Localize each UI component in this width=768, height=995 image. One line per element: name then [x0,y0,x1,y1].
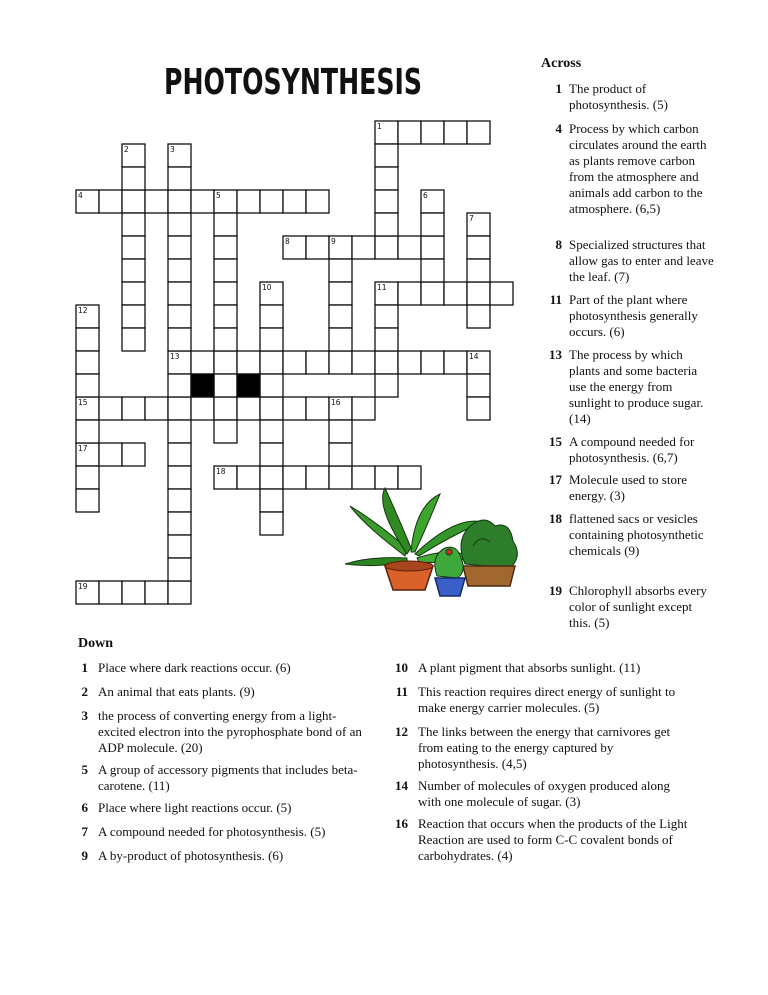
grid-cell[interactable] [122,581,145,604]
grid-cell[interactable] [375,167,398,190]
grid-cell[interactable] [283,190,306,213]
grid-cell[interactable] [214,420,237,443]
grid-number: 18 [216,467,226,476]
grid-cell[interactable] [329,328,352,351]
clue-text: Place where dark reactions occur. (6) [98,660,291,675]
grid-cell[interactable] [214,305,237,328]
clue-number: 11 [395,684,408,699]
bush-plant [461,520,517,568]
grid-cell[interactable] [375,144,398,167]
clue-number: 12 [395,724,408,739]
grid-cell[interactable] [375,351,398,374]
grid-number: 4 [78,191,83,200]
grid-number: 5 [216,191,221,200]
potted-plants-illustration [345,486,525,606]
grid-cell[interactable] [444,351,467,374]
grid-cell[interactable] [421,259,444,282]
grid-cell[interactable] [145,190,168,213]
clue-number: 18 [549,511,562,526]
clue-number: 2 [81,684,88,699]
clue-number: 7 [81,824,88,839]
grid-cell[interactable] [122,282,145,305]
clue-number: 1 [81,660,88,675]
grid-number: 14 [469,352,479,361]
grid-cell[interactable] [122,167,145,190]
puzzle-title-text: PHOTOSYNTHESIS [164,62,422,103]
grid-cell[interactable] [99,397,122,420]
grid-cell[interactable] [283,351,306,374]
grid-number: 1 [377,122,382,131]
grid-cell[interactable] [283,397,306,420]
grid-number: 10 [262,283,272,292]
grid-cell[interactable] [99,581,122,604]
clue-number: 15 [549,434,562,449]
grid-cell[interactable] [467,236,490,259]
grid-cell[interactable] [306,190,329,213]
grid-cell[interactable] [214,374,237,397]
clue-text: Part of the plant where photosynthesis generally occurs. (6) [569,292,698,339]
clue-text: Place where light reactions occur. (5) [98,800,292,815]
clue-number: 8 [555,237,562,252]
clue-text: This reaction requires direct energy of sunlight to make energy carrier molecules. (5) [418,684,676,715]
grid-cell[interactable] [375,374,398,397]
grid-cell[interactable] [237,190,260,213]
grid-cell[interactable] [122,236,145,259]
grid-cell[interactable] [467,305,490,328]
grid-cell[interactable] [168,489,191,512]
grid-cell[interactable] [214,351,237,374]
grid-cell[interactable] [76,328,99,351]
clue-number: 5 [81,762,88,777]
grid-cell[interactable] [76,489,99,512]
grid-cell[interactable] [375,190,398,213]
clue-text: Process by which carbon circulates around the earth as plants remove carbon from the atmosphere and animals add carbon to the atmosphere. (6,5) [569,121,707,216]
clue-number: 9 [81,848,88,863]
brown-pot [463,566,515,586]
grid-cell[interactable] [122,397,145,420]
grid-cell[interactable] [444,121,467,144]
grid-cell[interactable] [168,512,191,535]
grid-number: 17 [78,444,88,453]
grid-cell[interactable] [168,581,191,604]
grid-cell[interactable] [168,328,191,351]
grid-cell[interactable] [237,351,260,374]
grid-cell[interactable] [398,236,421,259]
grid-cell[interactable] [214,259,237,282]
grid-number: 2 [124,145,129,154]
clue-number: 11 [549,292,562,307]
grid-cell[interactable] [76,351,99,374]
grid-cell[interactable] [168,443,191,466]
grid-cell[interactable] [168,305,191,328]
grid-cell[interactable] [260,512,283,535]
grid-cell[interactable] [122,259,145,282]
clue-text: Reaction that occurs when the products of the Light Reaction are used to form C-C covalent bonds of carbohydrates. (4) [418,816,688,863]
grid-cell[interactable] [168,167,191,190]
clue-text: The product of photosynthesis. (5) [569,81,668,112]
grid-cell[interactable] [329,259,352,282]
grid-number: 13 [170,352,180,361]
clue-number: 10 [395,660,408,675]
clue-text: Chlorophyll absorbs every color of sunlight except this. (5) [569,583,707,630]
clue-text: the process of converting energy from a light-excited electron into the pyrophosphate bond of an ADP molecule. (20) [98,708,362,755]
grid-cell[interactable] [329,305,352,328]
grid-cell[interactable] [329,420,352,443]
grid-cell[interactable] [260,190,283,213]
clue-number: 14 [395,778,408,793]
clue-text: The links between the energy that carnivores get from eating to the energy captured by photosynthesis. (4,5) [418,724,671,771]
grid-cell[interactable] [352,351,375,374]
grid-cell[interactable] [76,420,99,443]
clue-text: An animal that eats plants. (9) [98,684,255,699]
grid-number: 8 [285,237,290,246]
grid-cell[interactable] [467,374,490,397]
grid-cell[interactable] [283,466,306,489]
grid-cell[interactable] [237,466,260,489]
grid-cell[interactable] [191,397,214,420]
grid-cell[interactable] [168,236,191,259]
grid-cell[interactable] [421,213,444,236]
clue-text: flattened sacs or vesicles containing photosynthetic chemicals (9) [569,511,704,558]
grid-cell[interactable] [306,397,329,420]
clue-text: A compound needed for photosynthesis. (5) [98,824,326,839]
grid-cell[interactable] [467,121,490,144]
grid-cell[interactable] [260,397,283,420]
clue-number: 16 [395,816,408,831]
grid-cell[interactable] [260,420,283,443]
grid-cell[interactable] [260,351,283,374]
grid-cell[interactable] [99,190,122,213]
grid-cell[interactable] [260,305,283,328]
grid-cell[interactable] [214,397,237,420]
clue-text: A plant pigment that absorbs sunlight. (11) [418,660,641,675]
grid-cell[interactable] [168,558,191,581]
grid-cell[interactable] [329,282,352,305]
grid-cell[interactable] [168,259,191,282]
grid-cell[interactable] [214,282,237,305]
blue-pot [435,578,465,596]
grid-cell[interactable] [122,190,145,213]
grid-cell[interactable] [260,443,283,466]
grid-cell[interactable] [260,489,283,512]
grid-cell[interactable] [214,236,237,259]
grid-cell[interactable] [260,374,283,397]
grid-number: 3 [170,145,175,154]
grid-cell[interactable] [168,213,191,236]
grid-cell[interactable] [421,282,444,305]
grid-cell[interactable] [214,213,237,236]
grid-cell[interactable] [467,259,490,282]
grid-cell[interactable] [214,328,237,351]
grid-cell[interactable] [168,420,191,443]
grid-cell[interactable] [444,282,467,305]
grid-cell[interactable] [122,213,145,236]
clue-text: A group of accessory pigments that includes beta-carotene. (11) [98,762,358,793]
grid-block-cell [191,374,214,397]
grid-cell[interactable] [168,397,191,420]
clue-number: 17 [549,472,562,487]
small-plant [435,547,463,578]
clue-text: A by-product of photosynthesis. (6) [98,848,284,863]
clue-text: The process by which plants and some bacteria use the energy from sunlight to produce sugar. (14) [569,347,704,426]
grid-number: 9 [331,237,336,246]
clue-number: 6 [81,800,88,815]
grid-cell[interactable] [76,374,99,397]
grid-cell[interactable] [398,121,421,144]
clue-number: 1 [555,81,562,96]
grid-cell[interactable] [352,236,375,259]
clue-text: Number of molecules of oxygen produced along with one molecule of sugar. (3) [418,778,670,809]
grid-cell[interactable] [375,305,398,328]
grid-block-cell [237,374,260,397]
grid-cell[interactable] [168,374,191,397]
grid-cell[interactable] [467,397,490,420]
clue-number: 4 [555,121,562,136]
grid-cell[interactable] [260,466,283,489]
grid-cell[interactable] [122,305,145,328]
grid-cell[interactable] [375,213,398,236]
grid-cell[interactable] [421,351,444,374]
grid-cell[interactable] [260,328,283,351]
down-heading: Down [78,636,114,651]
grid-cell[interactable] [145,397,168,420]
grid-cell[interactable] [398,351,421,374]
grid-number: 16 [331,398,341,407]
grid-cell[interactable] [467,282,490,305]
grid-cell[interactable] [375,236,398,259]
grid-number: 6 [423,191,428,200]
grid-cell[interactable] [145,581,168,604]
grid-cell[interactable] [375,328,398,351]
grid-cell[interactable] [490,282,513,305]
clue-text: Molecule used to store energy. (3) [569,472,688,503]
grid-cell[interactable] [421,121,444,144]
grid-cell[interactable] [421,236,444,259]
grid-cell[interactable] [237,397,260,420]
grid-cell[interactable] [99,443,122,466]
grid-cell[interactable] [306,236,329,259]
clue-number: 19 [549,583,562,598]
clue-number: 3 [81,708,88,723]
across-heading: Across [541,56,582,71]
grid-cell[interactable] [168,466,191,489]
grid-number: 19 [78,582,88,591]
clue-text: A compound needed for photosynthesis. (6,7) [569,434,695,465]
grid-cell[interactable] [76,466,99,489]
grid-cell[interactable] [191,351,214,374]
grid-cell[interactable] [168,282,191,305]
grid-cell[interactable] [168,535,191,558]
grid-cell[interactable] [122,328,145,351]
grid-cell[interactable] [191,190,214,213]
grid-number: 15 [78,398,88,407]
grid-cell[interactable] [122,443,145,466]
grid-cell[interactable] [398,282,421,305]
grid-cell[interactable] [329,351,352,374]
grid-cell[interactable] [168,190,191,213]
grid-number: 12 [78,306,88,315]
clue-text: Specialized structures that allow gas to enter and leave the leaf. (7) [569,237,714,284]
grid-cell[interactable] [329,443,352,466]
clue-number: 13 [549,347,562,362]
grid-cell[interactable] [306,351,329,374]
grid-number: 11 [377,283,387,292]
grid-cell[interactable] [306,466,329,489]
grid-cell[interactable] [352,397,375,420]
grid-number: 7 [469,214,474,223]
